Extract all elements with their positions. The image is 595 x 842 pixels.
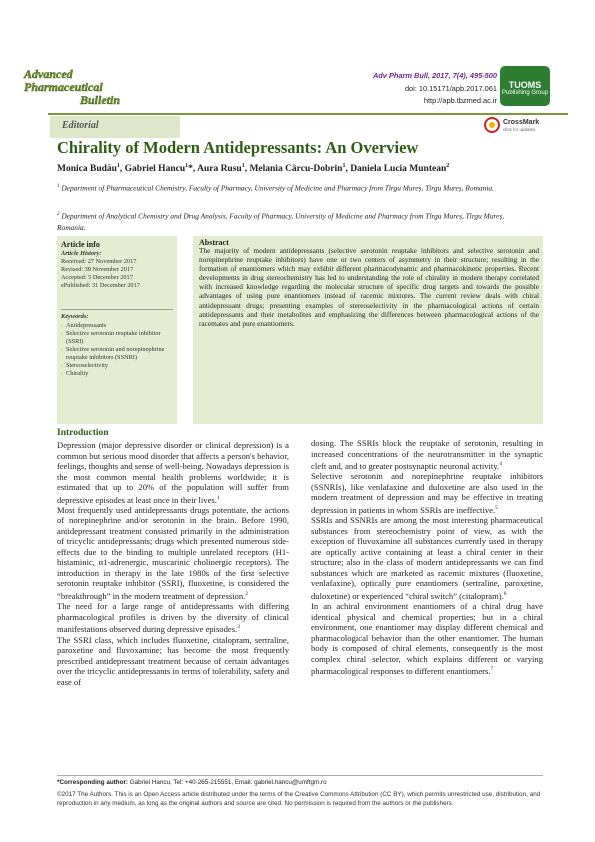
- keyword-item: · Selective serotonin reuptake inhibitor (SSRI): [61, 330, 173, 346]
- journal-url[interactable]: http://apb.tbzmed.ac.ir: [423, 96, 497, 105]
- logo-line-1: Advanced: [24, 67, 73, 81]
- footer-divider: [57, 775, 543, 776]
- info-divider: [61, 309, 173, 310]
- keywords-list: [61, 322, 173, 378]
- keywords-heading: Keywords:: [61, 313, 89, 320]
- doi[interactable]: doi: 10.15171/apb.2017.061: [404, 83, 497, 93]
- history-revised: Revised: 30 November 2017: [61, 266, 134, 273]
- section-tag-label: Editorial: [62, 120, 99, 131]
- keyword-item: · Selective serotonin and norepinephrine reuptake inhibitors (SSNRI): [61, 346, 173, 362]
- body-paragraph: Depression (major depressive disorder or clinical depression) is a common but serious mood disorder that affects a person's behavior, feelings, thoughts and sense of well-being. Nowadays depression is the most common mental health problems worldwide; it is estimated that up to 20% of the population will suffer from depressive episodes at least once in their lives.$^1$: [57, 440, 289, 505]
- body-paragraph: Selective serotonin and norepinephrine reuptake inhibitors (SSNRIs), like venlafaxine and duloxetine are also used in the modern treatment of depression and may be effective in treating depression in patients in whom SSRIs are ineffective.$^5$: [311, 471, 543, 515]
- header-divider: [48, 113, 568, 115]
- crossmark-icon: [484, 117, 500, 133]
- journal-citation: Adv Pharm Bull, 2017, 7(4), 495-500: [372, 71, 497, 80]
- corresponding-label: *Corresponding author:: [57, 779, 129, 786]
- corresponding-text: Gabriel Hancu, Tel: +40-265-215551, Email: gabriel.hancu@umftgm.ro: [128, 779, 327, 786]
- history-accepted: Accepted: 5 December 2017: [61, 274, 133, 281]
- keyword-item: · Chirality: [61, 370, 173, 378]
- license-note: ©2017 The Authors. This is an Open Access article distributed under the terms of the Creative Commons Attribution (CC BY), which permits unrestricted use, distribution, and reproduction in any medium, as long as the original authors and source are cited. No permission is required from the authors or the publishers.: [57, 791, 541, 808]
- body-paragraph: In an achiral environment enantiomers of a chiral drug have identical physical and chemical properties; but in a chiral environment, one enantiomer may display different chemical and pharmacological behavior than the other enantiomer. The human body is composed of chiral elements, consequently is the most complex chiral selector, which explains different or varying pharmacological responses to different enantiomers.$^7$: [311, 601, 543, 676]
- section-tag: [50, 116, 180, 138]
- keyword-item: · Antidepressants: [61, 322, 173, 330]
- abstract-heading: Abstract: [199, 238, 229, 247]
- body-column-left: [57, 440, 289, 770]
- body-paragraph: SSRIs and SSNRIs are among the most interesting pharmaceutical substances from stereochemistry point of view, as with the exception of fluvoxamine all substances currently used in therapy are optically active containing at least a chiral center in their structure; also in the class of modern antidepressants we can find substances which are marketed as racemic mixtures (fluoxetine, venlafaxine), optically pure enantiomers (sertraline, paroxetine, duloxetine) or experienced “chiral switch” (citalopram).$^6$: [311, 515, 543, 601]
- introduction-heading: Introduction: [57, 428, 109, 438]
- article-info-box: [57, 236, 177, 424]
- affiliation-2: $^2$ Department of Analytical Chemistry and Drug Analysis, Faculty of Pharmacy, University of Medicine and Pharmacy from Tîrgu Mureș, Tîrgu Mureș, Romania.: [57, 211, 505, 233]
- crossmark-badge[interactable]: [484, 116, 554, 136]
- tuoms-logo: [500, 66, 550, 106]
- article-title: Chirality of Modern Antidepressants: An Overview: [57, 138, 419, 157]
- history-list: [61, 258, 173, 290]
- body-paragraph: dosing. The SSRIs block the reuptake of serotonin, resulting in increased concentrations of the neurotransmitter in the synaptic cleft and, and to greater postsynaptic neuronal activity.$^4$: [311, 438, 543, 471]
- journal-info: [197, 70, 497, 108]
- crossmark-sub: click for updates: [503, 127, 536, 132]
- tuoms-label: TUOMS: [508, 80, 542, 90]
- history-epublished: ePublished: 31 December 2017: [61, 282, 140, 289]
- corresponding-author: [57, 778, 547, 787]
- affiliation-1: $^1$ Department of Pharmaceutical Chemistry, Faculty of Pharmacy, University of Medicine and Pharmacy from Tîrgu Mureș, Tîrgu Mureș, Romania.: [57, 183, 494, 193]
- body-paragraph: The SSRI class, which includes fluoxetine, citalopram, sertraline, paroxetine and fluvoxamine; has become the most frequently prescribed antidepressant treatment because of certain advantages over the tricyclic antidepressants in terms of tolerability, safety and ease of: [57, 634, 289, 687]
- journal-logo: [20, 66, 170, 106]
- keyword-item: · Stereoselectivity: [61, 362, 173, 370]
- logo-line-2: Pharmaceutical: [24, 80, 103, 94]
- body-paragraph: Most frequently used antidepressants drugs potentiate, the actions of norepinephrine and/or serotonin in the brain. Before 1990, antidepressant treatment consisted primarily in the administration of tricyclic antidepressants; drugs which presented numerous side-effects due to the binding to multiple unrelated receptors (H1-histaminic, α1-adrenergic, muscarinic cholinergic receptors). The introduction in therapy in the late 1980s of the first selective serotonin reuptake inhibitor (SSRI), fluoxetine, is considered the “breakthrough” in the modern treatment of depression.$^2$: [57, 504, 289, 601]
- abstract-text: The majority of modern antidepressants (selective serotonin reuptake inhibitors and selective serotonin and norepinephrine reuptake inhibitors) have one or two centers of asymmetry in their structure; resulting in the formation of enantiomers which may exhibit different pharmacodynamic and pharmacokinetic properties. Recent developments in drug stereochemistry has led to understanding the role of chirality in modern therapy correlated with increased knowledge regarding the molecular structure of specific drug targets and towards the possible advantages of using pure enantiomers instead of racemic mixtures. The current review deals with chiral antidepressant drugs; presenting examples of stereoselectivity in the pharmacological actions of certain antidepressants and their metabolites and emphasizing the differences between pharmacological actions of the racemates and pure enantiomers.: [199, 246, 539, 328]
- tuoms-sub: Publishing Group: [501, 90, 549, 96]
- body-paragraph: The need for a large range of antidepressants with differing pharmacological profiles is driven by the diversity of clinical manifestations observed during depressive episodes.$^3$: [57, 601, 289, 635]
- article-info-heading: Article info: [61, 240, 100, 249]
- logo-line-3: Bulletin: [80, 93, 121, 106]
- author-list: Monica Budău$^1$, Gabriel Hancu$^1$*, Aura Rusu$^1$, Melania Cârcu-Dobrin$^1$, Daniela Lucia Muntean$^2$: [57, 163, 450, 175]
- history-heading: Article History:: [61, 250, 102, 257]
- abstract-box: [193, 236, 543, 424]
- crossmark-label: CrossMark: [503, 119, 540, 126]
- history-received: Received: 27 November 2017: [61, 258, 137, 265]
- body-column-right: [311, 438, 543, 770]
